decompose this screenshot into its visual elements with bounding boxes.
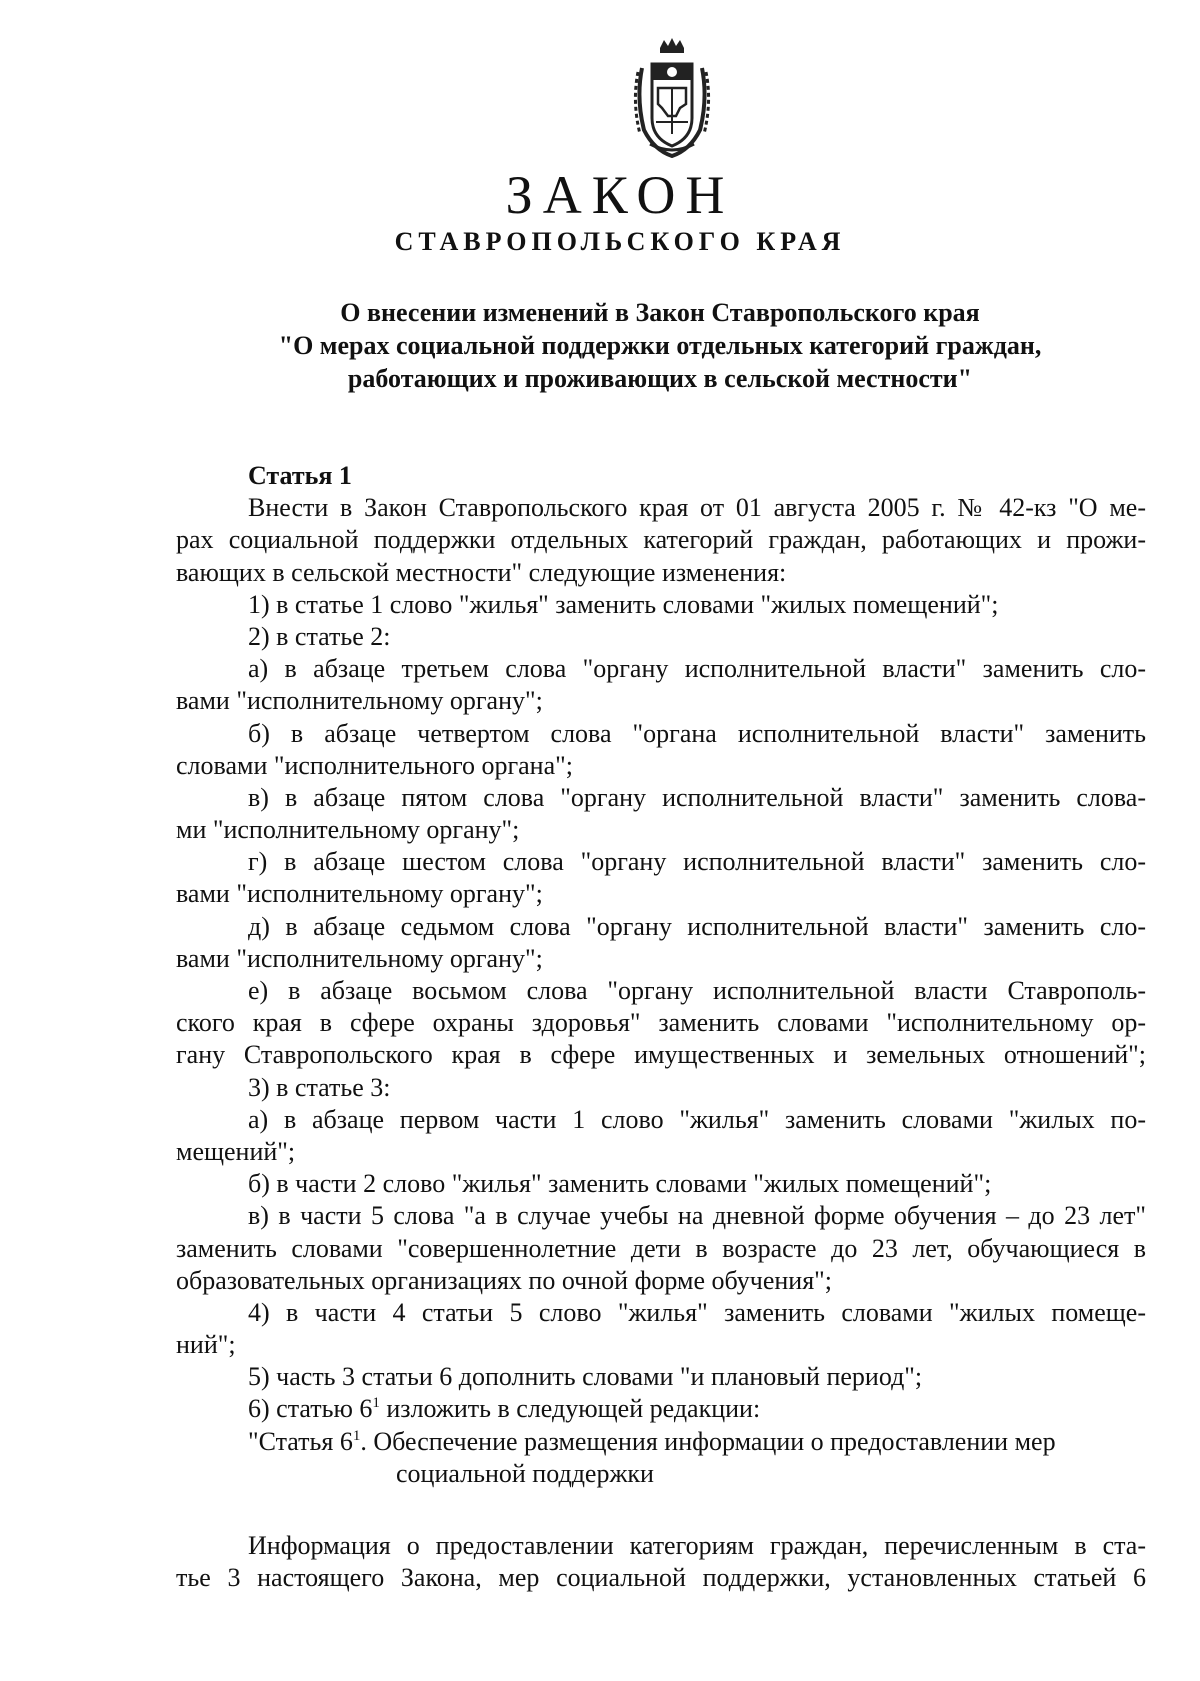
law-title: ЗАКОН xyxy=(505,165,735,225)
quote-prefix: "Статья 6 xyxy=(248,1426,353,1456)
superscript: 1 xyxy=(372,1395,380,1412)
law-region: СТАВРОПОЛЬСКОГО КРАЯ xyxy=(394,227,846,256)
body-line: ний"; xyxy=(176,1330,236,1360)
quote-suffix: . Обеспечение размещения информации о предоставлении мер xyxy=(360,1426,1056,1456)
body-line: образовательных организациях по очной форме обучения"; xyxy=(176,1265,833,1295)
body-line: д) в абзаце седьмом слова "органу исполнительной власти" заменить сло- xyxy=(248,911,1146,941)
body-line: Внести в Закон Ставропольского края от 01 августа 2005 г. № 42-кз "О ме- xyxy=(248,493,1146,523)
article-title: Статья 1 xyxy=(248,461,352,490)
body-line: вами "исполнительному органу"; xyxy=(176,686,543,716)
body-line: 1) в статье 1 слово "жилья" заменить словами "жилых помещений"; xyxy=(248,589,999,619)
body-line: а) в абзаце третьем слова "органу исполнительной власти" заменить сло- xyxy=(248,654,1146,684)
body-line: б) в абзаце четвертом слова "органа исполнительной власти" заменить xyxy=(248,718,1146,748)
body-line: ского края в сфере охраны здоровья" заменить словами "исполнительному ор- xyxy=(176,1008,1146,1038)
law-body xyxy=(176,460,1146,1594)
coat-of-arms-icon xyxy=(630,38,714,158)
body-line: в) в абзаце пятом слова "органу исполнительной власти" заменить слова- xyxy=(248,782,1146,812)
item6-suffix: изложить в следующей редакции: xyxy=(379,1394,761,1424)
spacer xyxy=(176,1490,1146,1530)
item6-prefix: 6) статью 6 xyxy=(248,1394,373,1424)
body-line: вающих в сельской местности" следующие изменения: xyxy=(176,557,787,587)
body-line: 2) в статье 2: xyxy=(248,621,391,651)
quoted-article-title xyxy=(176,1426,1146,1458)
superscript: 1 xyxy=(352,1427,361,1444)
quoted-article-title-cont: социальной поддержки xyxy=(396,1458,654,1488)
body-line: ми "исполнительному органу"; xyxy=(176,815,520,845)
body-line-item-6 xyxy=(176,1393,1146,1425)
body-line: в) в части 5 слова "а в случае учебы на дневной форме обучения – до 23 лет" xyxy=(248,1201,1146,1231)
body-line: словами "исполнительного органа"; xyxy=(176,750,573,780)
body-line: тье 3 настоящего Закона, мер социальной поддержки, установленных статьей 6 xyxy=(176,1563,1146,1593)
heading-line: "О мерах социальной поддержки отдельных категорий граждан, xyxy=(278,331,1042,360)
law-heading xyxy=(230,296,1090,395)
heading-line: работающих и проживающих в сельской местности" xyxy=(347,364,973,393)
body-line: Информация о предоставлении категориям граждан, перечисленным в ста- xyxy=(248,1531,1146,1560)
body-line: мещений"; xyxy=(176,1136,296,1166)
body-line: гану Ставропольского края в сфере имущественных и земельных отношений"; xyxy=(176,1040,1146,1070)
body-line: г) в абзаце шестом слова "органу исполнительной власти" заменить сло- xyxy=(248,847,1146,877)
body-line: заменить словами "совершеннолетние дети в возрасте до 23 лет, обучающиеся в xyxy=(176,1233,1146,1263)
body-line: рах социальной поддержки отдельных категорий граждан, работающих и прожи- xyxy=(176,525,1146,555)
body-line: 3) в статье 3: xyxy=(248,1072,391,1102)
body-line: вами "исполнительному органу"; xyxy=(176,943,543,973)
body-line: е) в абзаце восьмом слова "органу исполнительной власти Ставрополь- xyxy=(248,976,1146,1005)
body-line: вами "исполнительному органу"; xyxy=(176,879,543,909)
body-line: 4) в части 4 статьи 5 слово "жилья" заменить словами "жилых помеще- xyxy=(248,1297,1146,1327)
body-line: 5) часть 3 статьи 6 дополнить словами "и плановый период"; xyxy=(248,1362,923,1392)
body-line: б) в части 2 слово "жилья" заменить словами "жилых помещений"; xyxy=(248,1169,992,1199)
body-line: а) в абзаце первом части 1 слово "жилья" заменить словами "жилых по- xyxy=(248,1104,1146,1134)
heading-line: О внесении изменений в Закон Ставропольского края xyxy=(340,298,980,327)
